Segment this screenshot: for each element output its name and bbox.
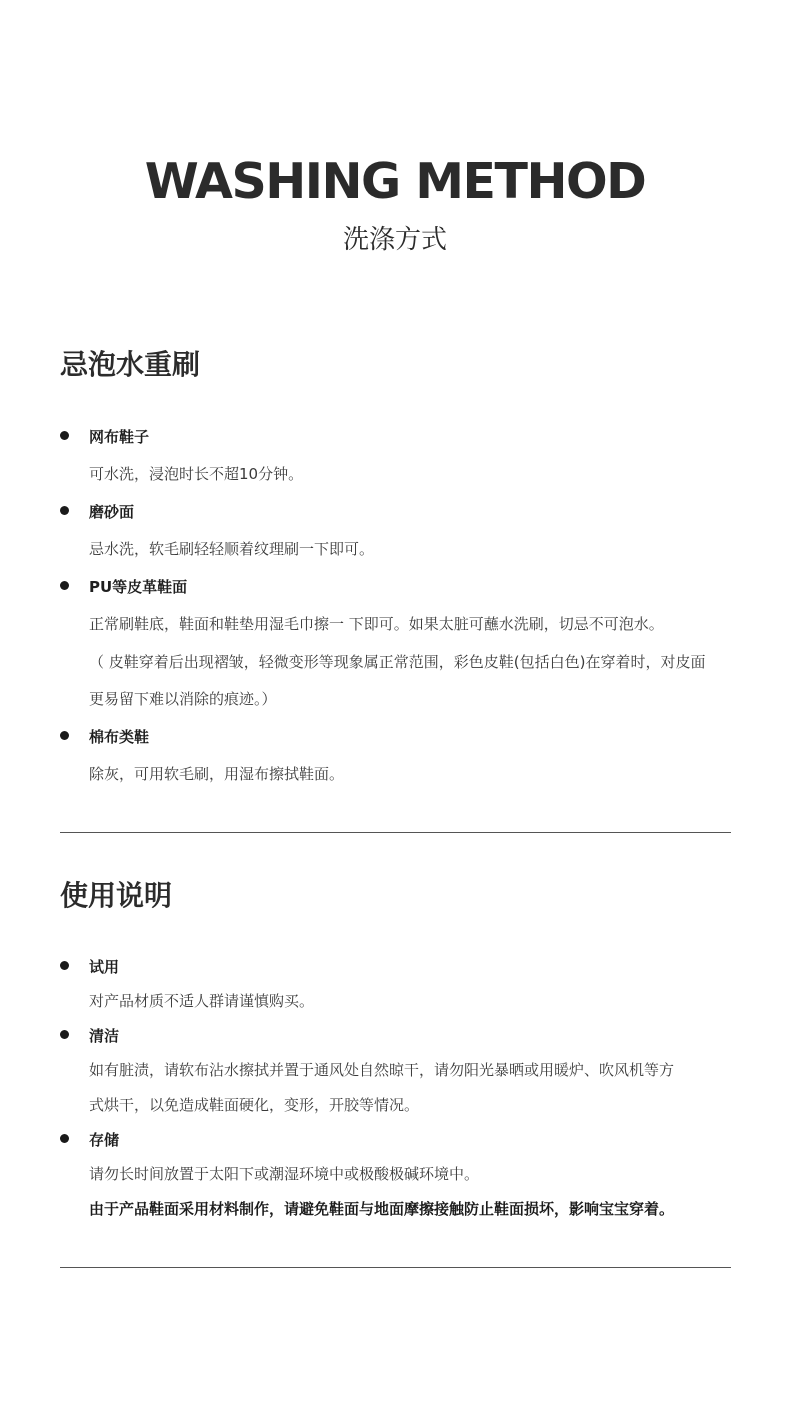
bullet-icon bbox=[60, 581, 69, 590]
care-item-suede bbox=[60, 501, 750, 561]
item-text: 式烘干，以免造成鞋面硬化，变形，开胶等情况。 bbox=[89, 1096, 420, 1114]
bullet-icon bbox=[60, 961, 69, 970]
item-title: PU等皮革鞋面 bbox=[89, 578, 188, 596]
item-title: 网布鞋子 bbox=[89, 428, 150, 446]
usage-item-trial bbox=[60, 956, 750, 1016]
bullet-icon bbox=[60, 1134, 69, 1143]
item-text: 对产品材质不适人群请谨慎购买。 bbox=[89, 992, 315, 1010]
notice-text: 由于产品鞋面采用材料制作，请避免鞋面与地面摩擦接触防止鞋面损坏，影响宝宝穿着。 bbox=[89, 1200, 675, 1218]
item-title: 磨砂面 bbox=[89, 503, 135, 521]
section-instructions bbox=[60, 876, 750, 916]
page-title-english: WASHING METHOD bbox=[144, 153, 646, 210]
bullet-icon bbox=[60, 506, 69, 515]
care-item-mesh bbox=[60, 426, 750, 486]
item-title: 存储 bbox=[89, 1131, 120, 1149]
care-item-cotton bbox=[60, 726, 750, 786]
item-text: 忌水洗，软毛刷轻轻顺着纹理刷一下即可。 bbox=[89, 540, 375, 558]
item-text: 正常刷鞋底，鞋面和鞋垫用湿毛巾擦一 下即可。如果太脏可蘸水洗刷，切忌不可泡水。 bbox=[89, 615, 664, 633]
item-text: 如有脏渍，请软布沾水擦拭并置于通风处自然晾干，请勿阳光暴晒或用暖炉、吹风机等方 bbox=[89, 1061, 675, 1079]
item-text: 可水洗，浸泡时长不超10分钟。 bbox=[89, 465, 304, 483]
item-text: 除灰，可用软毛刷，用湿布擦拭鞋面。 bbox=[89, 765, 345, 783]
usage-item-cleaning bbox=[60, 1025, 750, 1125]
care-item-pu-leather bbox=[60, 576, 750, 716]
section-heading: 使用说明 bbox=[60, 879, 173, 912]
section-heading: 忌泡水重刷 bbox=[60, 348, 201, 381]
section-divider bbox=[60, 832, 731, 833]
item-text: 请勿长时间放置于太阳下或潮湿环境中或极酸极碱环境中。 bbox=[89, 1165, 480, 1183]
section-no-soaking bbox=[60, 345, 750, 385]
item-title: 试用 bbox=[89, 958, 120, 976]
usage-item-storage bbox=[60, 1129, 750, 1229]
section-divider bbox=[60, 1267, 731, 1268]
page-title-chinese: 洗涤方式 bbox=[342, 225, 447, 255]
item-text: （ 皮鞋穿着后出现褶皱，轻微变形等现象属正常范围，彩色皮鞋(包括白色)在穿着时，对皮面 bbox=[89, 653, 706, 671]
item-title: 清洁 bbox=[89, 1027, 120, 1045]
bullet-icon bbox=[60, 431, 69, 440]
item-title: 棉布类鞋 bbox=[89, 728, 150, 746]
bullet-icon bbox=[60, 1030, 69, 1039]
bullet-icon bbox=[60, 731, 69, 740]
item-text: 更易留下难以消除的痕迹。） bbox=[89, 690, 277, 708]
